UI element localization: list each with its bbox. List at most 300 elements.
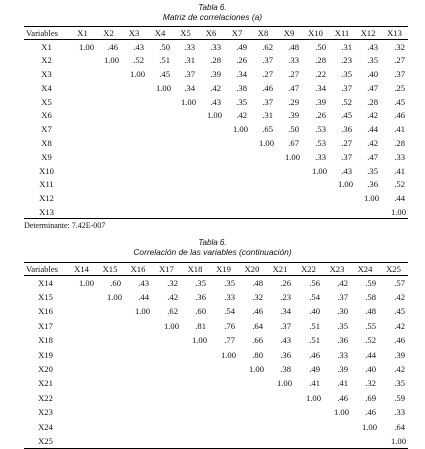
table-row-x20 [24,362,408,376]
correlation-cell: .62 [262,41,273,52]
correlation-cell: .41 [394,124,405,135]
correlation-cell: .52 [133,55,144,66]
correlation-cell [96,419,124,433]
correlation-cell: .48 [288,41,299,52]
column-header-x23: X23 [329,264,345,274]
correlation-cell: .42 [236,110,247,121]
correlation-cell: .44 [367,124,378,135]
correlation-cell: 1.00 [363,193,379,204]
correlation-cell: .57 [394,277,405,288]
determinant-note: Determinante: 7.42E-007 [24,221,106,230]
row-label: X8 [41,137,52,148]
correlation-cell: .34 [236,68,247,79]
correlation-cell [96,362,124,376]
correlation-cell [173,177,198,191]
correlation-cell [124,391,152,405]
correlation-cell: 1.00 [390,206,406,217]
correlation-cell: 1.00 [78,41,94,52]
correlation-cell [181,419,209,433]
correlation-cell [224,205,250,219]
correlation-cell [69,108,96,122]
correlation-cell [294,434,323,448]
correlation-cell: 1.00 [232,124,248,135]
column-header-x4: X4 [154,28,166,38]
correlation-cell: .35 [367,55,378,66]
correlation-cell: .52 [365,335,376,346]
table-row-x18 [24,333,408,347]
correlation-cell [147,205,173,219]
correlation-cell: .34 [280,306,291,317]
correlation-cell: .31 [262,110,273,121]
table-row-x14 [24,276,408,290]
correlation-cell [181,434,209,448]
correlation-cell [147,164,173,178]
correlation-cell [69,164,96,178]
table1-caption: Tabla 6. [198,3,227,12]
column-header-x19: X19 [216,264,231,274]
correlation-cell [69,95,96,109]
row-label: X5 [41,96,52,107]
correlation-cell [276,164,302,178]
correlation-cell [124,347,152,361]
correlation-cell [152,434,181,448]
correlation-cell: .37 [280,320,291,331]
row-label: X20 [38,364,53,375]
correlation-cell [323,419,351,433]
correlation-cell [96,136,121,150]
correlation-cell [224,177,250,191]
correlation-cell: .26 [315,110,326,121]
correlation-cell [69,177,96,191]
correlation-cell: .46 [252,306,263,317]
table-row-x11 [24,177,408,191]
correlation-matrix-table-1 [24,26,408,219]
row-label: X3 [41,68,52,79]
row-label: X4 [41,82,52,93]
correlation-cell: .33 [288,55,299,66]
correlation-cell [96,304,124,318]
column-header-x2: X2 [103,28,114,38]
correlation-cell [147,177,173,191]
correlation-cell [96,108,121,122]
correlation-cell [224,164,250,178]
correlation-cell: .81 [195,320,206,331]
correlation-cell: .40 [367,68,378,79]
correlation-cell [147,122,173,136]
table-row-x25 [24,434,408,448]
table1-body [24,40,408,219]
correlation-cell: 1.00 [390,435,406,446]
correlation-cell: .54 [309,292,320,303]
row-label: X11 [39,179,54,190]
correlation-cell: .34 [184,82,195,93]
correlation-cell [181,391,209,405]
correlation-cell: .77 [224,335,235,346]
correlation-cell: .33 [224,292,235,303]
correlation-cell: .25 [394,82,405,93]
correlation-cell: .31 [341,41,352,52]
correlation-cell [238,419,266,433]
correlation-cell: .55 [365,320,376,331]
table-row-x7 [24,122,408,136]
correlation-cell [124,319,152,333]
correlation-cell: .33 [394,151,405,162]
correlation-cell: .32 [365,378,376,389]
correlation-cell [121,136,147,150]
table2-title: Correlación de las variables (continuación) [133,247,292,257]
correlation-cell [152,362,181,376]
correlation-cell [198,164,224,178]
column-header-x18: X18 [187,264,203,274]
correlation-cell [276,205,302,219]
correlation-cell [96,81,121,95]
table2-caption: Tabla 6. [198,238,227,247]
correlation-cell [147,136,173,150]
correlation-cell [209,362,238,376]
correlation-cell: .42 [337,277,348,288]
correlation-cell: .41 [394,165,405,176]
correlation-cell [96,347,124,361]
correlation-cell: .51 [159,55,170,66]
correlation-cell: .51 [309,320,320,331]
correlation-cell: .64 [394,421,405,432]
correlation-cell: .39 [337,364,348,375]
correlation-cell: .52 [394,179,405,190]
column-header-x24: X24 [357,264,373,274]
correlation-cell: .46 [394,110,405,121]
correlation-cell [209,376,238,390]
correlation-cell [173,205,198,219]
correlation-cell: .33 [315,151,326,162]
correlation-cell [209,405,238,419]
correlation-cell: .46 [337,392,348,403]
correlation-cell: .38 [280,364,291,375]
correlation-cell [96,205,121,219]
correlation-cell [96,391,124,405]
correlation-cell: .41 [337,378,348,389]
correlation-cell: .36 [280,349,291,360]
correlation-cell: .33 [337,349,348,360]
correlation-cell [173,164,198,178]
table-row-x13 [24,205,408,219]
row-label: X9 [41,151,52,162]
column-header-x1: X1 [77,28,88,38]
correlation-cell [96,405,124,419]
correlation-cell [69,53,96,67]
table-row-x17 [24,319,408,333]
correlation-matrix-table-2 [24,262,408,449]
correlation-cell: .32 [252,292,263,303]
correlation-cell [69,191,96,205]
correlation-cell [250,205,276,219]
correlation-cell: .46 [107,41,118,52]
correlation-cell: .39 [288,110,299,121]
correlation-cell [198,122,224,136]
correlation-cell [198,150,224,164]
correlation-cell [147,150,173,164]
correlation-cell: .53 [315,124,326,135]
correlation-cell [198,205,224,219]
table-row-x8 [24,136,408,150]
correlation-cell [96,376,124,390]
column-header-x15: X15 [102,264,118,274]
correlation-cell: .37 [394,68,405,79]
correlation-cell: 1.00 [220,349,236,360]
correlation-cell: .46 [394,335,405,346]
correlation-cell: .40 [365,364,376,375]
correlation-cell: .36 [337,335,348,346]
correlation-cell [152,419,181,433]
correlation-cell: .52 [341,96,352,107]
correlation-cell: .26 [236,55,247,66]
correlation-cell: .29 [288,96,299,107]
correlation-cell: .47 [367,82,378,93]
correlation-cell: .46 [309,349,320,360]
column-header-x13: X13 [387,28,402,38]
correlation-cell: .27 [394,55,405,66]
correlation-cell [121,177,147,191]
correlation-cell [266,419,294,433]
correlation-cell: .59 [365,277,376,288]
correlation-cell: .28 [210,55,221,66]
correlation-cell [329,191,355,205]
correlation-cell [302,191,329,205]
correlation-cell [67,376,96,390]
correlation-cell [96,319,124,333]
correlation-cell: .42 [210,82,221,93]
correlation-cell [124,434,152,448]
correlation-cell [294,405,323,419]
correlation-cell [67,434,96,448]
correlation-cell: .37 [341,82,352,93]
correlation-cell: 1.00 [191,335,207,346]
correlation-cell: .45 [394,306,405,317]
correlation-cell: .59 [394,392,405,403]
correlation-cell: .48 [365,306,376,317]
table1-header-row [24,27,408,40]
correlation-cell: .43 [133,41,144,52]
row-label: X24 [38,421,53,432]
table-row-x12 [24,191,408,205]
column-header-x6: X6 [205,28,217,38]
table-row-x19 [24,347,408,361]
correlation-cell [96,150,121,164]
column-header-x14: X14 [74,264,89,274]
correlation-cell [250,164,276,178]
correlation-cell [152,333,181,347]
column-header-x3: X3 [128,28,140,38]
header-variables: Variables [26,264,58,274]
correlation-cell: .76 [224,320,235,331]
correlation-cell: .22 [315,68,326,79]
correlation-cell: .28 [367,96,378,107]
correlation-cell [198,191,224,205]
correlation-cell: .54 [224,306,235,317]
correlation-cell: 1.00 [311,165,327,176]
table2-header-row [24,263,408,276]
correlation-cell [67,333,96,347]
correlation-cell: 1.00 [284,151,300,162]
correlation-cell: .47 [288,82,299,93]
correlation-cell: 1.00 [103,55,119,66]
correlation-cell [67,304,96,318]
correlation-cell: 1.00 [276,378,292,389]
row-label: X21 [38,378,53,389]
correlation-cell: .45 [341,110,352,121]
table1-container [24,26,408,219]
correlation-cell: .66 [252,335,263,346]
correlation-cell: .31 [184,55,195,66]
table2-body [24,276,408,449]
row-label: X22 [38,392,53,403]
correlation-cell: .37 [262,55,273,66]
correlation-cell [69,81,96,95]
correlation-cell [238,405,266,419]
correlation-cell: 1.00 [206,110,222,121]
correlation-cell: .28 [315,55,326,66]
correlation-cell [124,362,152,376]
correlation-cell [67,405,96,419]
correlation-cell: .43 [210,96,221,107]
correlation-cell: 1.00 [258,137,274,148]
correlation-cell: .33 [184,41,195,52]
row-label: X10 [39,165,54,176]
correlation-cell [67,290,96,304]
correlation-cell: .42 [367,137,378,148]
correlation-cell [173,108,198,122]
correlation-cell: .35 [394,378,405,389]
correlation-cell: .56 [309,277,320,288]
correlation-cell: .42 [167,292,178,303]
correlation-cell: 1.00 [155,82,171,93]
correlation-cell: .47 [367,151,378,162]
correlation-cell [294,419,323,433]
correlation-cell: .43 [280,335,291,346]
correlation-cell [238,434,266,448]
correlation-cell: .50 [159,41,170,52]
correlation-cell: 1.00 [180,96,196,107]
correlation-cell: .23 [341,55,352,66]
correlation-cell [250,177,276,191]
correlation-cell: .38 [236,82,247,93]
table-row-x10 [24,164,408,178]
correlation-cell: 1.00 [78,277,94,288]
correlation-cell [96,67,121,81]
correlation-cell: .37 [184,68,195,79]
correlation-cell [266,434,294,448]
row-label: X16 [38,306,53,317]
correlation-cell: .28 [394,137,405,148]
correlation-cell: .46 [262,82,273,93]
table-row-x4 [24,81,408,95]
correlation-cell: 1.00 [248,364,264,375]
table1-title: Matriz de correlaciones (a) [162,12,263,22]
correlation-cell [250,150,276,164]
correlation-cell [173,150,198,164]
correlation-cell: .62 [167,306,178,317]
column-header-x20: X20 [244,264,260,274]
correlation-cell [198,177,224,191]
correlation-cell: .30 [337,306,348,317]
correlation-cell [181,376,209,390]
correlation-cell [124,333,152,347]
column-header-x21: X21 [272,264,288,274]
correlation-cell: .34 [315,82,326,93]
correlation-cell: .27 [341,137,352,148]
column-header-x9: X9 [283,28,295,38]
correlation-cell [266,391,294,405]
correlation-cell: .58 [365,292,376,303]
correlation-cell [67,319,96,333]
correlation-cell: .36 [195,292,206,303]
correlation-cell: .44 [394,193,405,204]
correlation-cell [67,419,96,433]
header-variables: Variables [26,28,58,38]
correlation-cell: .36 [341,124,352,135]
correlation-cell: .35 [236,96,247,107]
correlation-cell: .49 [236,41,247,52]
correlation-cell: .40 [309,306,320,317]
correlation-cell: 1.00 [361,421,377,432]
correlation-cell [276,177,302,191]
correlation-cell [224,191,250,205]
correlation-cell: .48 [252,277,263,288]
correlation-cell [351,434,379,448]
correlation-cell: .42 [394,320,405,331]
table-row-x2 [24,53,408,67]
correlation-cell: .41 [309,378,320,389]
correlation-cell: .50 [315,41,326,52]
correlation-cell: .42 [394,292,405,303]
table2-container [24,262,408,449]
correlation-cell: .80 [252,349,263,360]
row-label: X7 [41,124,52,135]
correlation-cell: .43 [138,277,149,288]
row-label: X18 [38,335,53,346]
correlation-cell: .37 [262,96,273,107]
correlation-cell: 1.00 [106,292,122,303]
correlation-cell: .39 [394,349,405,360]
row-label: X13 [39,206,54,217]
correlation-cell: .36 [367,179,378,190]
correlation-cell: .42 [394,364,405,375]
correlation-cell: 1.00 [163,320,179,331]
correlation-cell: .60 [110,277,121,288]
correlation-cell: .23 [280,292,291,303]
correlation-cell: .35 [337,320,348,331]
correlation-cell [173,136,198,150]
row-label: X19 [38,349,53,360]
correlation-cell: .65 [262,124,273,135]
correlation-cell [96,95,121,109]
column-header-x10: X10 [308,28,323,38]
correlation-cell: .35 [341,68,352,79]
correlation-cell [96,164,121,178]
table-row-x22 [24,391,408,405]
correlation-cell: .43 [341,165,352,176]
correlation-cell [302,205,329,219]
correlation-cell [147,191,173,205]
correlation-cell: .50 [288,124,299,135]
column-header-x8: X8 [257,28,269,38]
correlation-cell [96,191,121,205]
correlation-cell [121,95,147,109]
table-row-x9 [24,150,408,164]
correlation-cell [152,405,181,419]
correlation-cell: .33 [210,41,221,52]
correlation-cell [121,164,147,178]
correlation-cell [181,362,209,376]
